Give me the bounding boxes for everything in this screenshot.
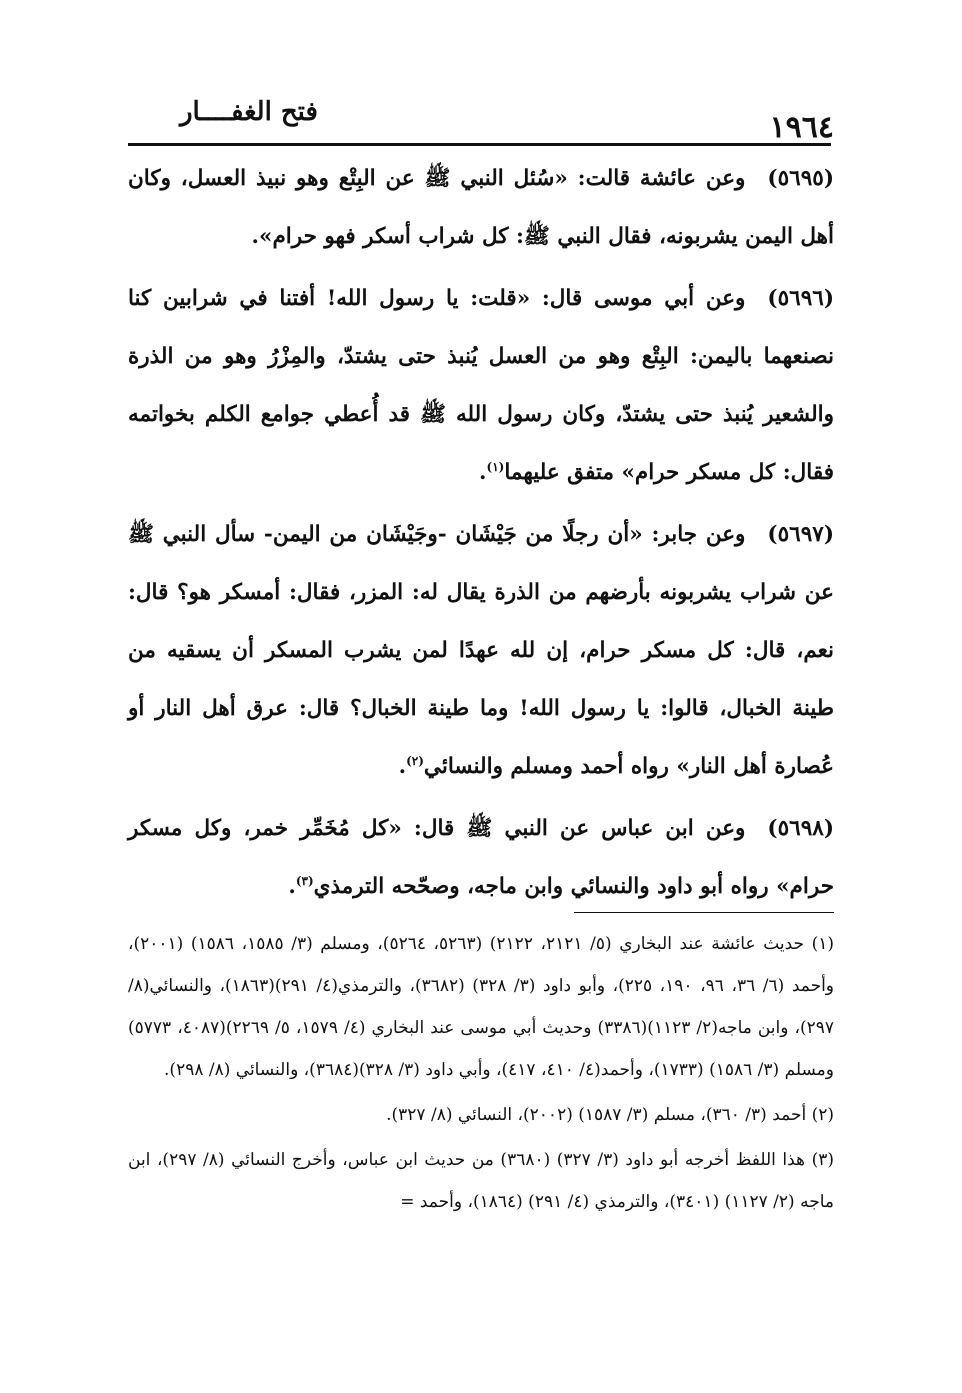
main-text — [128, 150, 834, 920]
hadith-text: وعن عائشة قالت: «سُئل النبي ﷺ عن البِتْع وهو نبيذ العسل، وكان أهل اليمن يشربونه، فقال النبي ﷺ: كل شراب أسكر فهو حرام». — [128, 166, 834, 249]
hadith-text: وعن ابن عباس عن النبي ﷺ قال: «كل مُخَمِّر خمر، وكل مسكر حرام» رواه أبو داود والنسائي وابن ماجه، وصحّحه الترمذي — [128, 816, 834, 899]
hadith-paragraph: (٥٦٩٨)وعن ابن عباس عن النبي ﷺ قال: «كل مُخَمِّر خمر، وكل مسكر حرام» رواه أبو داود والنسائي وابن ماجه، وصحّحه الترمذي$^{(٣)}$. — [128, 816, 834, 899]
footnote-reference: (٢) — [406, 753, 424, 768]
footnotes — [128, 923, 834, 1226]
hadith-paragraph: (٥٦٩٦)وعن أبي موسى قال: «قلت: يا رسول الله! أفتنا في شرابين كنا نصنعهما باليمن: البِتْع وهو من العسل يُنبذ حتى يشتدّ، والمِزْرُ وهو من الذرة والشعير يُنبذ حتى يشتدّ، وكان رسول الله ﷺ قد أُعطي جوامع الكلم بخواتمه فقال: كل مسكر حرام» متفق عليهما$^{(١)}$. — [128, 286, 834, 485]
footnote: (٢) أحمد (٣/ ٣٦٠)، مسلم (٣/ ١٥٨٧) (٢٠٠٢)، النسائي (٨/ ٣٢٧). — [386, 1105, 834, 1125]
hadith-number: (٥٦٩٥) — [767, 166, 834, 191]
hadith-number: (٥٦٩٧) — [767, 522, 834, 547]
page-number: ١٩٦٤ — [769, 110, 834, 145]
footnote: (٣) هذا اللفظ أخرجه أبو داود (٣/ ٣٢٧) (٣٦٨٠) من حديث ابن عباس، وأخرج النسائي (٨/ ٢٩٧)، ابن ماجه (٢/ ١١٢٧) (٣٤٠١)، والترمذي (٤/ ٢٩١) (١٨٦٤)، وأحمد = — [128, 1150, 834, 1212]
hadith-paragraph — [128, 150, 834, 266]
hadith-number: (٥٦٩٦) — [767, 286, 834, 311]
footnote: (١) حديث عائشة عند البخاري (٥/ ٢١٢١، ٢١٢٢) (٥٢٦٣، ٥٢٦٤)، ومسلم (٣/ ١٥٨٥، ١٥٨٦) (٢٠٠١)، وأحمد (٦/ ٣٦، ٩٦، ١٩٠، ٢٢٥)، وأبو داود (٣/ ٣٢٨) (٣٦٨٢)، والترمذي(٤/ ٢٩١)(١٨٦٣)، والنسائي(٨/ ٢٩٧)، وابن ماجه(٢/ ١١٢٣)(٣٣٨٦) وحديث أبي موسى عند البخاري (٤/ ١٥٧٩، ٥/ ٢٢٦٩)(٤٠٨٧، ٥٧٧٣) ومسلم (٣/ ١٥٨٦) (١٧٣٣)، وأحمد(٤/ ٤١٠، ٤١٧)، وأبي داود (٣/ ٣٢٨)(٣٦٨٤)، والنسائي (٨/ ٢٩٨). — [128, 934, 835, 1080]
hadith-paragraph: (٥٦٩٧)وعن جابر: «أن رجلًا من جَيْشَان -وجَيْشَان من اليمن- سأل النبي ﷺ عن شراب يشربونه بأرضهم من الذرة يقال له: المزر، فقال: أمسكر هو؟ قال: نعم، قال: كل مسكر حرام، إن لله عهدًا لمن يشرب المسكر أن يسقيه من طينة الخبال، قالوا: يا رسول الله! وما طينة الخبال؟ قال: عرق أهل النار أو عُصارة أهل النار» رواه أحمد ومسلم والنسائي$^{(٢)}$. — [128, 522, 834, 779]
footnote-reference: (٣) — [295, 873, 314, 888]
hadith-number: (٥٦٩٨) — [767, 816, 834, 841]
hadith-text: وعن جابر: «أن رجلًا من جَيْشَان -وجَيْشَان من اليمن- سأل النبي ﷺ عن شراب يشربونه بأرضهم من الذرة يقال له: المزر، فقال: أمسكر هو؟ قال: نعم، قال: كل مسكر حرام، إن لله عهدًا لمن يشرب المسكر أن يسقيه من طينة الخبال، قالوا: يا رسول الله! وما طينة الخبال؟ قال: عرق أهل النار أو عُصارة أهل النار» رواه أحمد ومسلم والنسائي — [128, 522, 834, 779]
footnote-separator — [574, 912, 834, 913]
header-rule — [128, 143, 831, 146]
hadith-text: وعن أبي موسى قال: «قلت: يا رسول الله! أفتنا في شرابين كنا نصنعهما باليمن: البِتْع وهو من العسل يُنبذ حتى يشتدّ، والمِزْرُ وهو من الذرة والشعير يُنبذ حتى يشتدّ، وكان رسول الله ﷺ قد أُعطي جوامع الكلم بخواتمه فقال: كل مسكر حرام» متفق عليهما — [128, 286, 834, 485]
footnote-reference: (١) — [486, 459, 505, 474]
running-title: فتح الغفــــار — [180, 97, 318, 127]
